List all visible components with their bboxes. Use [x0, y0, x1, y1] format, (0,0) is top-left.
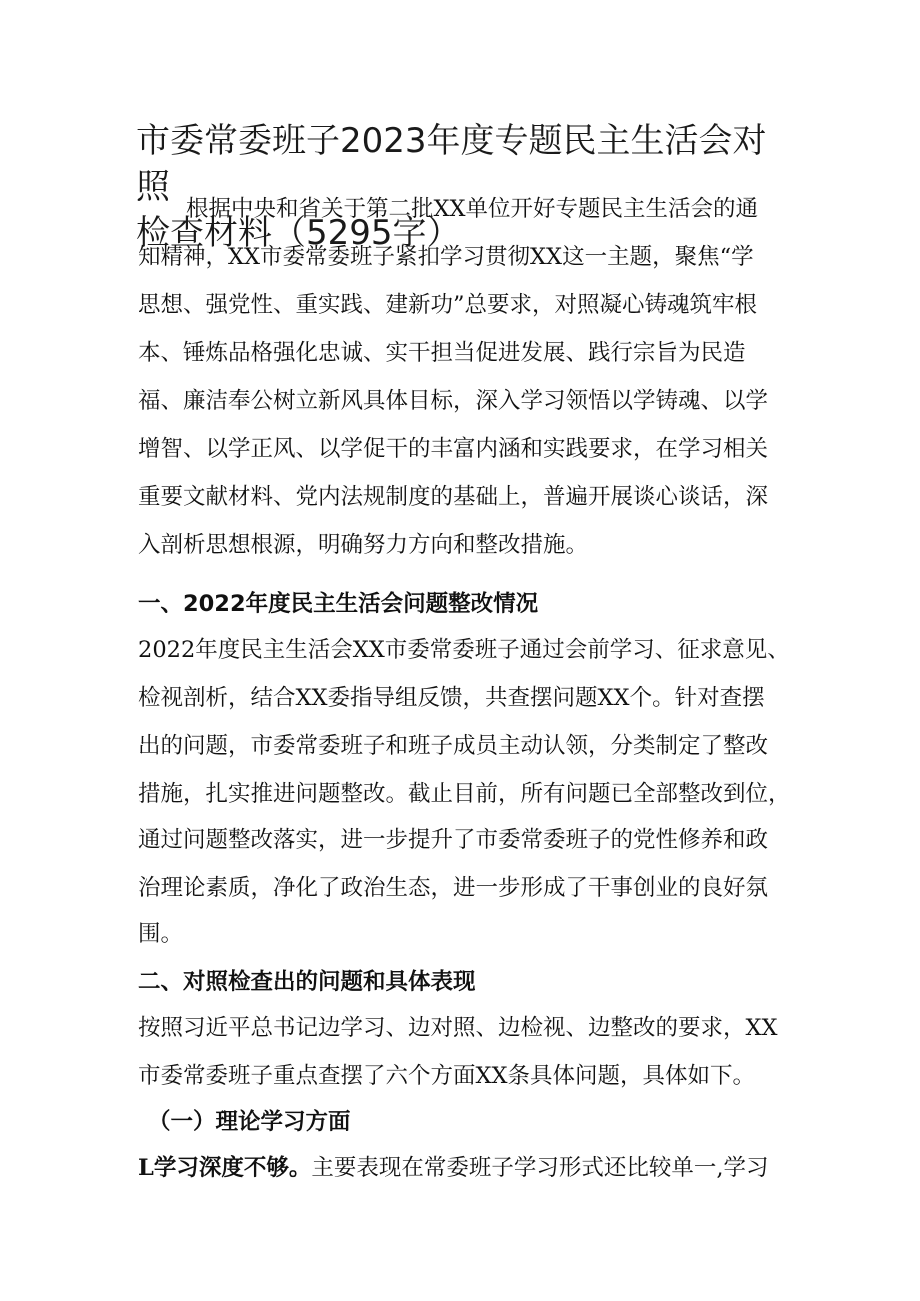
intro-line: 知精神，XX市委常委班子紧扣学习贯彻XX这一主题，聚焦“学	[138, 244, 754, 270]
item-line	[138, 1152, 768, 1184]
intro-line: 福、廉洁奉公树立新风具体目标，深入学习领悟以学铸魂、以学	[138, 388, 769, 414]
body-line: 按照习近平总书记边学习、边对照、边检视、边整改的要求，XX	[138, 1015, 778, 1041]
intro-line: 重要文献材料、党内法规制度的基础上，普遍开展谈心谈话，深	[138, 484, 769, 510]
intro-line: 根据中央和省关于第二批XX单位开好专题民主生活会的通	[186, 196, 759, 222]
intro-line: 本、锤炼品格强化忠诚、实干担当促进发展、践行宗旨为民造	[138, 340, 746, 366]
item-label: L学习深度不够。	[138, 1155, 312, 1181]
body-line: 措施，扎实推进问题整改。截止目前，所有问题已全部整改到位，	[138, 781, 791, 807]
body-line: 检视剖析，结合XX委指导组反馈，共查摆问题XX个。针对查摆	[138, 685, 765, 711]
sub-heading: （一）理论学习方面	[148, 1109, 351, 1135]
intro-line: 思想、强党性、重实践、建新功”总要求，对照凝心铸魂筑牢根	[138, 292, 758, 318]
title-line-2: 检查材料（5295字）	[136, 213, 461, 253]
section-heading-2: 二、对照检查出的问题和具体表现	[138, 969, 476, 995]
document-title	[136, 118, 796, 256]
body-line: 2022年度民主生活会XX市委常委班子通过会前学习、征求意见、	[138, 637, 790, 663]
item-text: 主要表现在常委班子学习形式还比较单一,学习	[311, 1155, 769, 1181]
intro-line: 入剖析思想根源，明确努力方向和整改措施。	[138, 532, 589, 558]
intro-line: 增智、以学正风、以学促干的丰富内涵和实践要求，在学习相关	[138, 436, 769, 462]
body-line: 围。	[138, 921, 184, 947]
body-line: 通过问题整改落实，进一步提升了市委常委班子的党性修养和政	[138, 827, 769, 853]
body-line: 治理论素质，净化了政治生态，进一步形成了干事创业的良好氛	[138, 875, 769, 901]
body-line: 出的问题，市委常委班子和班子成员主动认领，分类制定了整改	[138, 733, 769, 759]
title-line-1: 市委常委班子2023年度专题民主生活会对照	[136, 121, 767, 207]
section-heading-1: 一、2022年度民主生活会问题整改情况	[138, 591, 539, 617]
body-line: 市委常委班子重点查摆了六个方面XX条具体问题，具体如下。	[138, 1063, 756, 1089]
